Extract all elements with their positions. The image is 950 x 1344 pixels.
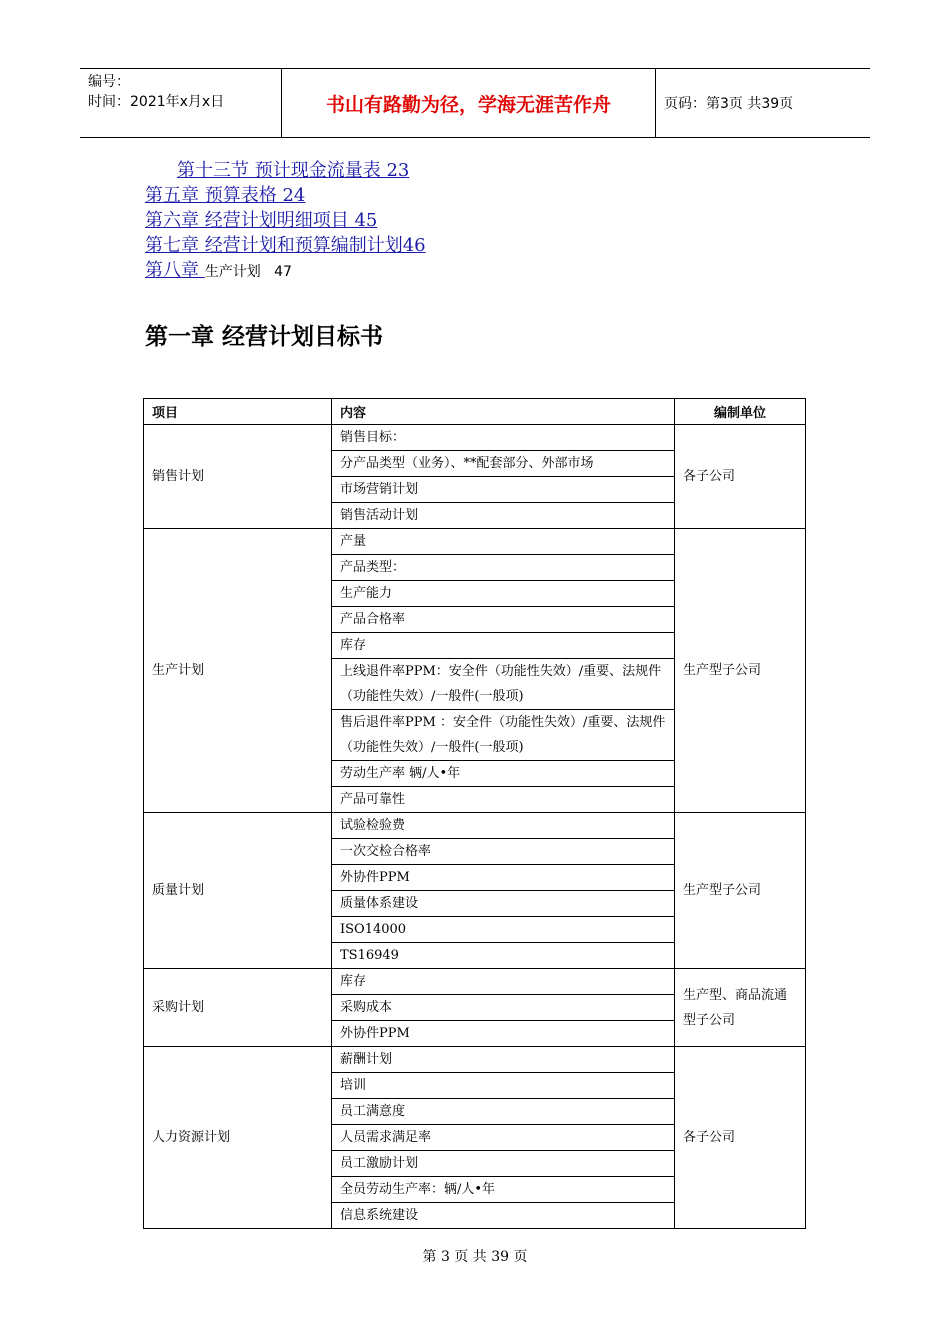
content-cell: 人员需求满足率: [332, 1125, 675, 1151]
toc-plain-text: 生产计划 47: [204, 264, 292, 280]
toc-entry: [145, 233, 426, 258]
table-row: [144, 1047, 806, 1073]
content-cell: 库存: [332, 969, 675, 995]
content-cell: 全员劳动生产率：辆/人•年: [332, 1177, 675, 1203]
content-cell: 上线退件率PPM：安全件（功能性失效）/重要、法规件（功能性失效）/一般件(一般项): [332, 659, 675, 710]
table-row: [144, 425, 806, 451]
content-cell: 库存: [332, 633, 675, 659]
content-cell: 质量体系建设: [332, 891, 675, 917]
content-cell: ISO14000: [332, 917, 675, 943]
table-header-row: [144, 399, 806, 425]
content-cell: 培训: [332, 1073, 675, 1099]
category-cell: 人力资源计划: [144, 1047, 332, 1229]
toc-link[interactable]: 第六章 经营计划明细项目 45: [145, 210, 378, 231]
content-cell: 售后退件率PPM ：安全件（功能性失效）/重要、法规件（功能性失效）/一般件(一般项): [332, 710, 675, 761]
content-cell: 一次交检合格率: [332, 839, 675, 865]
content-cell: 销售活动计划: [332, 503, 675, 529]
content-cell: 销售目标：: [332, 425, 675, 451]
content-cell: 劳动生产率 辆/人•年: [332, 761, 675, 787]
content-cell: TS16949: [332, 943, 675, 969]
header-meta: [80, 69, 282, 137]
category-cell: 销售计划: [144, 425, 332, 529]
unit-cell: 生产型、商品流通型子公司: [675, 969, 806, 1047]
content-cell: 生产能力: [332, 581, 675, 607]
content-cell: 外协件PPM: [332, 865, 675, 891]
content-cell: 薪酬计划: [332, 1047, 675, 1073]
content-cell: 分产品类型（业务）、**配套部分、外部市场: [332, 451, 675, 477]
page-footer: 第 3 页 共 39 页: [422, 1249, 528, 1265]
table-row: [144, 529, 806, 555]
header-item: 项目: [144, 399, 332, 425]
toc-entry: [145, 208, 426, 233]
content-cell: 产品类型：: [332, 555, 675, 581]
content-cell: 信息系统建设: [332, 1203, 675, 1229]
content-cell: 试验检验费: [332, 813, 675, 839]
content-cell: 员工激励计划: [332, 1151, 675, 1177]
header-time-label: 时间：2021年x月x日: [88, 94, 225, 110]
content-cell: 员工满意度: [332, 1099, 675, 1125]
category-cell: 生产计划: [144, 529, 332, 813]
content-cell: 产量: [332, 529, 675, 555]
toc-entry: [145, 258, 426, 283]
header-motto: 书山有路勤为径，学海无涯苦作舟: [282, 69, 656, 137]
chapter-title: 第一章 经营计划目标书: [145, 324, 384, 350]
header-content: 内容: [332, 399, 675, 425]
toc-entry: [145, 158, 426, 183]
toc-link[interactable]: 第五章 预算表格 24: [145, 185, 306, 206]
content-cell: 市场营销计划: [332, 477, 675, 503]
category-cell: 质量计划: [144, 813, 332, 969]
unit-cell: 各子公司: [675, 1047, 806, 1229]
content-cell: 产品可靠性: [332, 787, 675, 813]
toc-entry: [145, 183, 426, 208]
header-number-label: 编号：: [88, 74, 130, 90]
content-cell: 产品合格率: [332, 607, 675, 633]
toc-link[interactable]: 第八章: [145, 260, 205, 281]
unit-cell: 生产型子公司: [675, 813, 806, 969]
table-row: [144, 813, 806, 839]
content-cell: 外协件PPM: [332, 1021, 675, 1047]
table-row: [144, 969, 806, 995]
toc-link[interactable]: 第十三节 预计现金流量表 23: [177, 160, 410, 181]
header-page-info: 页码：第3页 共39页: [664, 96, 794, 112]
unit-cell: 各子公司: [675, 425, 806, 529]
table-of-contents: [145, 158, 426, 283]
plan-table: [143, 398, 806, 1229]
category-cell: 采购计划: [144, 969, 332, 1047]
page-header: [80, 68, 870, 138]
toc-link[interactable]: 第七章 经营计划和预算编制计划46: [145, 235, 426, 256]
unit-cell: 生产型子公司: [675, 529, 806, 813]
header-unit: 编制单位: [675, 399, 806, 425]
content-cell: 采购成本: [332, 995, 675, 1021]
